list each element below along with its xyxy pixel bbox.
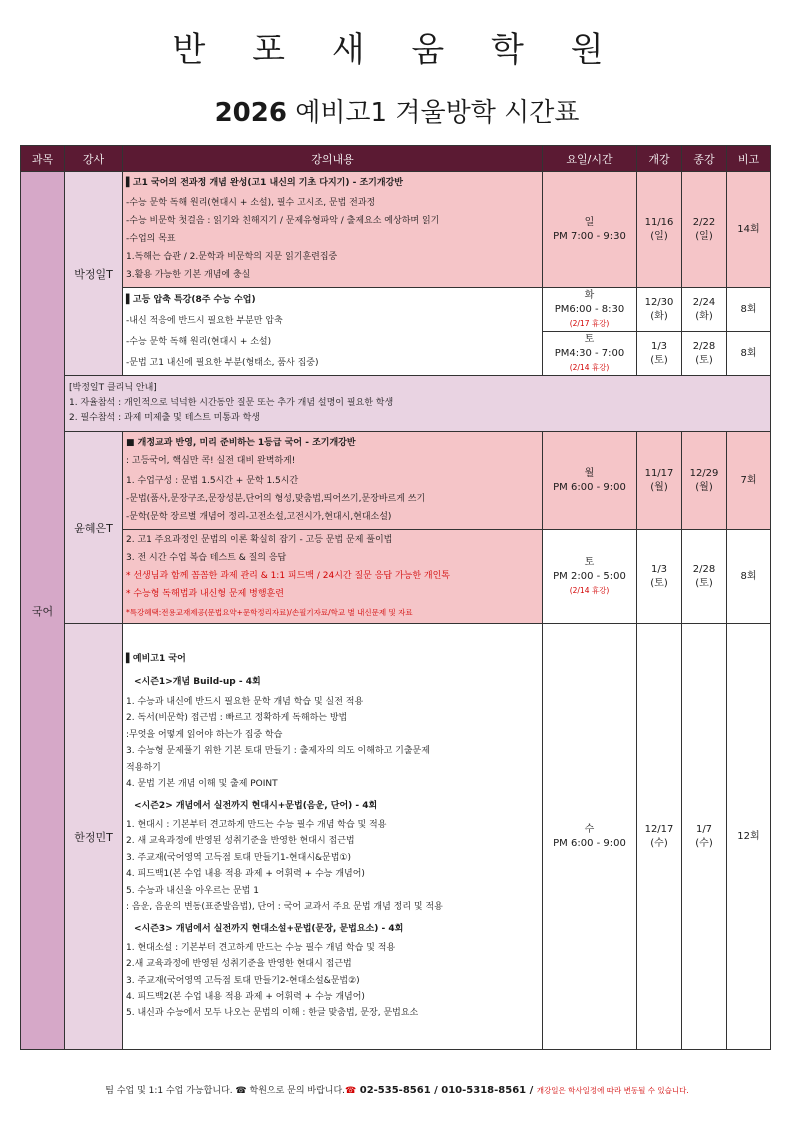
content-line: : 고등국어, 핵심만 콕! 실전 대비 완벽하게! bbox=[126, 456, 296, 466]
content-line: 3.활용 가능한 기본 개념에 충실 bbox=[126, 270, 251, 280]
table-row bbox=[21, 376, 771, 432]
course-heading: ▌예비고1 국어 bbox=[126, 654, 186, 665]
content-line: 2. 고1 주요과정인 문법의 이론 확실히 잡기 - 고등 문법 문제 풀이법 bbox=[126, 535, 393, 545]
content-line: 적용하기 bbox=[126, 762, 161, 773]
end-date: 2/22 bbox=[692, 216, 716, 228]
note-cell: 8회 bbox=[727, 332, 771, 376]
day: 일 bbox=[584, 216, 595, 228]
col-start: 개강 bbox=[637, 146, 682, 172]
day: 토 bbox=[584, 333, 595, 345]
closed-note: (2/14 휴강) bbox=[569, 362, 610, 372]
content-line: -수능 문학 독해 원리(현대시 + 소설) bbox=[126, 336, 272, 347]
highlight-line: *특강혜택:전용교재제공(문법요약+문학정리자료)/손필기자료/학교 별 내신문제 및 자료 bbox=[126, 608, 413, 617]
end-date: 2/24 bbox=[692, 296, 716, 308]
content-line: 3. 주교재(국어영역 고득점 토대 만들기2-현대소설&문법②) bbox=[126, 975, 360, 986]
end-cell bbox=[682, 530, 727, 624]
day-time-cell bbox=[543, 172, 637, 288]
season-title: <시즌1>개념 Build-up - 4회 bbox=[134, 676, 261, 687]
course-content bbox=[123, 288, 543, 376]
content-line: 4. 문법 기본 개념 이해 및 출제 POINT bbox=[126, 779, 278, 790]
course-content bbox=[123, 530, 543, 624]
table-row bbox=[21, 624, 771, 1050]
time: PM 7:00 - 9:30 bbox=[553, 230, 626, 242]
col-subject: 과목 bbox=[21, 146, 65, 172]
end-cell bbox=[682, 432, 727, 530]
day: 월 bbox=[584, 467, 595, 479]
start-date: 12/17 bbox=[644, 823, 674, 835]
content-line: 4. 피드백1(본 수업 내용 적용 과제 + 어휘력 + 수능 개념어) bbox=[126, 869, 365, 880]
end-date: 2/28 bbox=[692, 340, 716, 352]
content-line: 1.독해는 습관 / 2.문학과 비문학의 지문 읽기훈련집중 bbox=[126, 252, 338, 262]
end-date: 1/7 bbox=[695, 823, 713, 835]
content-line: 2.새 교육과정에 반영된 성취기준을 반영한 현대시 접근법 bbox=[126, 959, 352, 970]
time: PM4:30 - 7:00 bbox=[554, 347, 625, 359]
page-title: 반 포 새 움 학 원 bbox=[172, 30, 622, 70]
time: PM 6:00 - 9:00 bbox=[553, 837, 626, 849]
content-line: 5. 수능과 내신을 아우르는 문법 1 bbox=[126, 885, 259, 896]
content-line: :무엇을 어떻게 읽어야 하는가 집중 학습 bbox=[126, 729, 283, 740]
day-time-cell bbox=[543, 332, 637, 376]
table-row bbox=[21, 530, 771, 624]
start-date: 12/30 bbox=[644, 296, 674, 308]
start-cell bbox=[637, 288, 682, 332]
teacher-name: 박정일T bbox=[65, 172, 123, 376]
clinic-info bbox=[65, 376, 771, 432]
content-line: 1. 수능과 내신에 반드시 필요한 문학 개념 학습 및 실전 적용 bbox=[126, 697, 364, 708]
content-line: 1. 현대소설 : 기본부터 견고하게 만드는 수능 필수 개념 학습 및 적용 bbox=[126, 942, 396, 953]
day: 화 bbox=[584, 289, 595, 301]
end-day: (일) bbox=[695, 230, 713, 242]
end-day: (수) bbox=[695, 837, 713, 849]
footer-notice: 개강일은 학사일정에 따라 변동될 수 있습니다. bbox=[536, 1086, 689, 1095]
content-line: -문법(품사,문장구조,문장성분,단어의 형성,맞춤법,띄어쓰기,문장바르게 쓰기 bbox=[126, 494, 426, 504]
content-line: : 음운, 음운의 변동(표준발음법), 단어 : 국어 교과서 주요 문법 개념 정리 및 적용 bbox=[126, 901, 443, 912]
closed-note: (2/17 휴강) bbox=[569, 318, 610, 328]
content-line: 2. 독서(비문학) 접근법 : 빠르고 정확하게 독해하는 방법 bbox=[126, 713, 348, 724]
start-date: 11/17 bbox=[644, 467, 674, 479]
footer bbox=[0, 1083, 794, 1096]
note-cell: 8회 bbox=[727, 288, 771, 332]
content-line: 3. 주교재(국어영역 고득점 토대 만들기1-현대시&문법①) bbox=[126, 852, 351, 863]
end-day: (토) bbox=[695, 577, 713, 589]
start-day: (월) bbox=[650, 481, 668, 493]
day-time-cell bbox=[543, 432, 637, 530]
content-line: -문학(문학 장르별 개념어 정리-고전소설,고전시가,현대시,현대소설) bbox=[126, 512, 392, 522]
content-line: 2. 새 교육과정에 반영된 성취기준을 반영한 현대시 접근법 bbox=[126, 836, 355, 847]
col-content: 강의내용 bbox=[123, 146, 543, 172]
closed-note: (2/14 휴강) bbox=[569, 585, 610, 595]
start-day: (토) bbox=[650, 354, 668, 366]
start-cell bbox=[637, 172, 682, 288]
course-heading: ▌고1 국어의 전과정 개념 완성(고1 내신의 기초 다지기) - 조기개강반 bbox=[126, 178, 403, 188]
clinic-line: 1. 자율참석 : 개인적으로 넉넉한 시간동안 질문 또는 추가 개념 설명이 필요한 학생 bbox=[69, 398, 394, 408]
content-line: -수능 비문학 첫걸음 : 읽기와 친해지기 / 문제유형파악 / 출제요소 예상하며 읽기 bbox=[126, 216, 440, 226]
start-date: 1/3 bbox=[650, 563, 668, 575]
col-daytime: 요일/시간 bbox=[543, 146, 637, 172]
start-cell bbox=[637, 624, 682, 1050]
footer-text: 팀 수업 및 1:1 수업 가능합니다. ☎ 학원으로 문의 바랍니다. bbox=[105, 1086, 346, 1096]
start-day: (토) bbox=[650, 577, 668, 589]
time: PM 2:00 - 5:00 bbox=[553, 570, 626, 582]
table-row bbox=[21, 432, 771, 530]
start-date: 1/3 bbox=[650, 340, 668, 352]
phone-icon: ☎ bbox=[345, 1086, 357, 1096]
col-note: 비고 bbox=[727, 146, 771, 172]
time: PM6:00 - 8:30 bbox=[554, 303, 625, 315]
end-date: 2/28 bbox=[692, 563, 716, 575]
subject-cell: 국어 bbox=[21, 172, 65, 1050]
note-cell: 12회 bbox=[727, 624, 771, 1050]
table-row bbox=[21, 288, 771, 332]
day-time-cell bbox=[543, 288, 637, 332]
start-day: (화) bbox=[650, 310, 668, 322]
end-day: (토) bbox=[695, 354, 713, 366]
start-cell bbox=[637, 332, 682, 376]
end-date: 12/29 bbox=[689, 467, 719, 479]
day-time-cell bbox=[543, 624, 637, 1050]
content-line: 5. 내신과 수능에서 모두 나오는 문법의 이해 : 한글 맞춤법, 문장, 문법요소 bbox=[126, 1008, 419, 1019]
end-cell bbox=[682, 288, 727, 332]
highlight-line: * 선생님과 함께 꼼꼼한 과제 관리 & 1:1 피드백 / 24시간 질문 응답 가능한 개인톡 bbox=[126, 571, 450, 581]
clinic-title: [박정일T 클리닉 안내] bbox=[69, 383, 157, 393]
col-end: 종강 bbox=[682, 146, 727, 172]
highlight-line: * 수능형 독해법과 내신형 문제 병행훈련 bbox=[126, 589, 284, 599]
start-date: 11/16 bbox=[644, 216, 674, 228]
teacher-name: 윤혜은T bbox=[65, 432, 123, 624]
start-day: (수) bbox=[650, 837, 668, 849]
content-line: 1. 수업구성 : 문법 1.5시간 + 문학 1.5시간 bbox=[126, 476, 299, 486]
content-line: 3. 전 시간 수업 복습 테스트 & 질의 응답 bbox=[126, 553, 287, 563]
season-title: <시즌3> 개념에서 실전까지 현대소설+문법(문장, 문법요소) - 4회 bbox=[134, 924, 404, 935]
start-day: (일) bbox=[650, 230, 668, 242]
content-line: 3. 수능형 문제풀기 위한 기본 토대 만들기 : 출제자의 의도 이해하고 기출문제 bbox=[126, 746, 430, 757]
note-cell: 7회 bbox=[727, 432, 771, 530]
end-day: (화) bbox=[695, 310, 713, 322]
end-day: (월) bbox=[695, 481, 713, 493]
content-line: 1. 현대시 : 기본부터 견고하게 만드는 수능 필수 개념 학습 및 적용 bbox=[126, 819, 387, 830]
start-cell bbox=[637, 432, 682, 530]
course-heading: ■ 개정교과 반영, 미리 준비하는 1등급 국어 - 조기개강반 bbox=[126, 438, 356, 448]
clinic-line: 2. 필수참석 : 과제 미제출 및 테스트 미통과 학생 bbox=[69, 413, 260, 423]
course-heading: ▌고등 압축 특강(8주 수능 수업) bbox=[126, 294, 256, 305]
course-content bbox=[123, 172, 543, 288]
table-row bbox=[21, 172, 771, 288]
content-line: -수업의 목표 bbox=[126, 234, 176, 244]
page-subtitle bbox=[0, 92, 794, 129]
start-cell bbox=[637, 530, 682, 624]
note-cell: 14회 bbox=[727, 172, 771, 288]
note-cell: 8회 bbox=[727, 530, 771, 624]
content-line: -문법 고1 내신에 필요한 부분(형태소, 품사 집중) bbox=[126, 357, 319, 368]
phone-numbers[interactable]: 02-535-8561 / 010-5318-8561 / bbox=[356, 1085, 537, 1096]
day: 토 bbox=[584, 556, 595, 568]
end-cell bbox=[682, 172, 727, 288]
col-teacher: 강사 bbox=[65, 146, 123, 172]
end-cell bbox=[682, 332, 727, 376]
season-title: <시즌2> 개념에서 실전까지 현대시+문법(음운, 단어) - 4회 bbox=[134, 801, 378, 812]
timetable bbox=[20, 145, 771, 1050]
end-cell bbox=[682, 624, 727, 1050]
header-row bbox=[21, 146, 771, 172]
course-content bbox=[123, 432, 543, 530]
subtitle-text: 예비고1 겨울방학 시간표 bbox=[286, 98, 580, 128]
content-line: -수능 문학 독해 원리(현대시 + 소설), 필수 고시조, 문법 전과정 bbox=[126, 198, 376, 208]
teacher-name: 한정민T bbox=[65, 624, 123, 1050]
day-time-cell bbox=[543, 530, 637, 624]
day: 수 bbox=[584, 823, 595, 835]
content-line: -내신 적응에 반드시 필요한 부분만 압축 bbox=[126, 315, 283, 326]
course-content bbox=[123, 624, 543, 1050]
time: PM 6:00 - 9:00 bbox=[553, 481, 626, 493]
content-line: 4. 피드백2(본 수업 내용 적용 과제 + 어휘력 + 수능 개념어) bbox=[126, 991, 365, 1002]
subtitle-year: 2026 bbox=[214, 98, 287, 128]
